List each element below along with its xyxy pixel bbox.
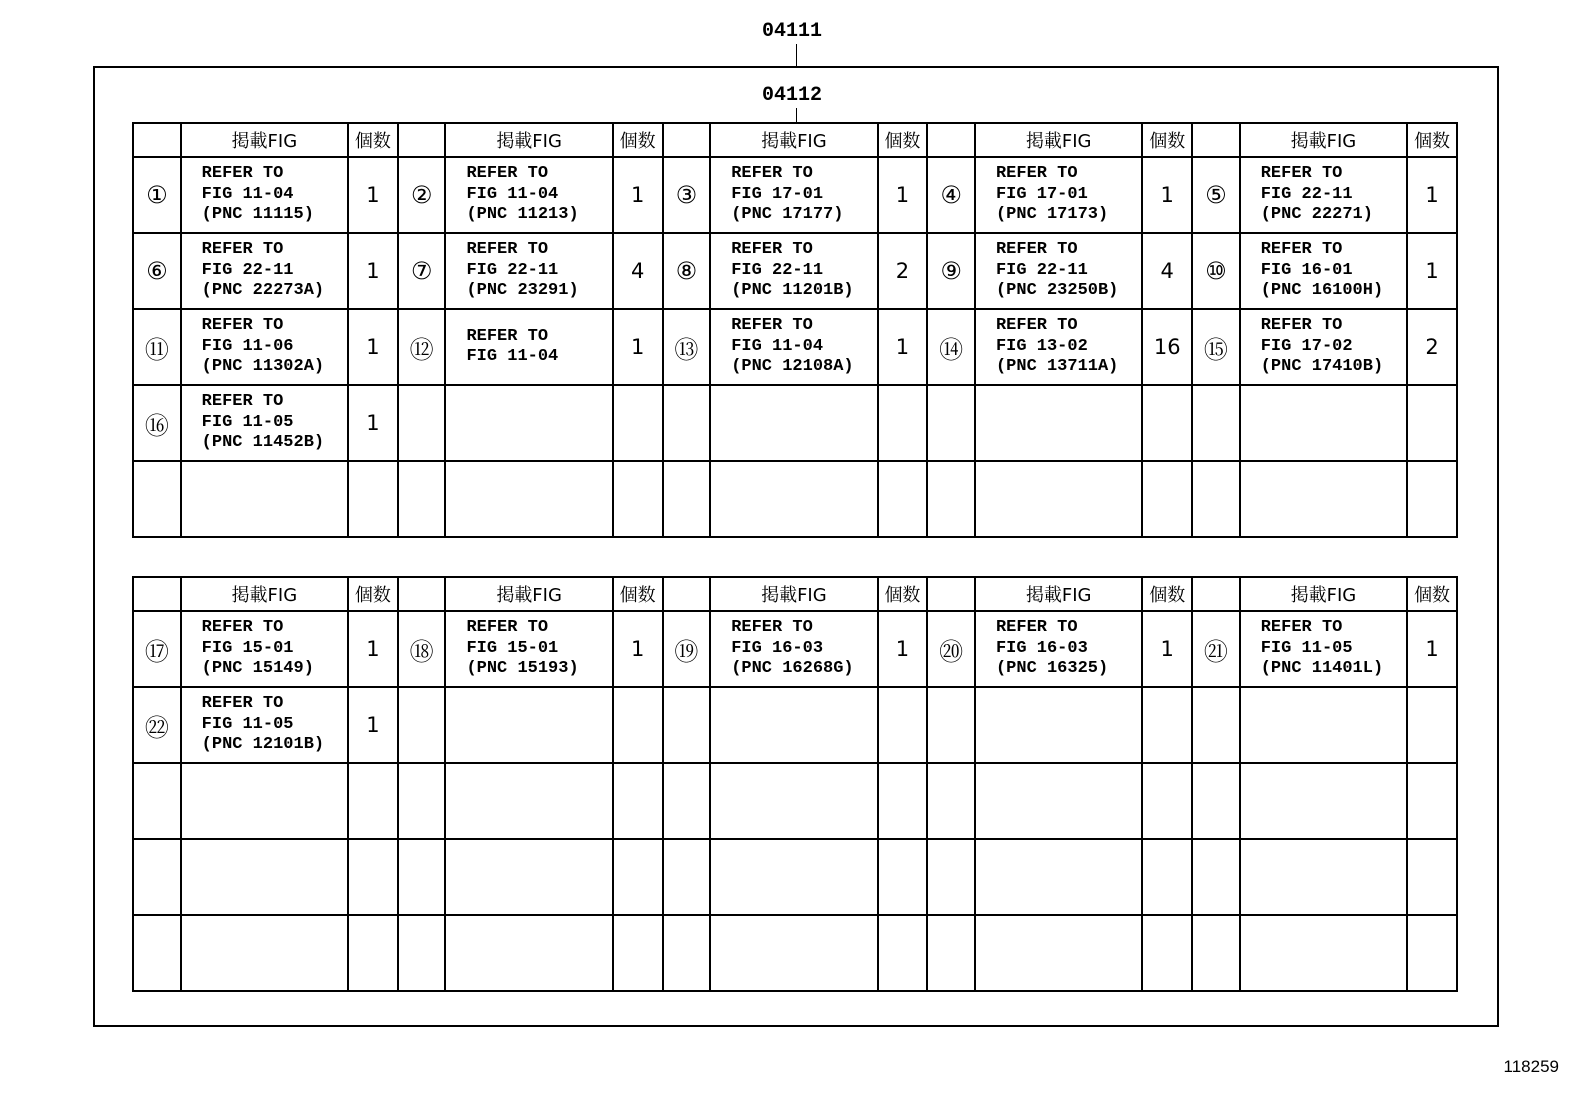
item-number	[1192, 763, 1240, 839]
reference-cell	[975, 385, 1142, 461]
reference-line: (PNC 17177)	[731, 205, 844, 225]
quantity-cell: 4	[1142, 233, 1192, 309]
quantity-cell	[1407, 915, 1457, 991]
item-number	[1192, 461, 1240, 537]
reference-cell	[445, 915, 612, 991]
item-number: ⑰	[133, 611, 181, 687]
item-number	[927, 385, 975, 461]
reference-cell	[1240, 309, 1407, 385]
reference-line: REFER TO	[201, 164, 284, 184]
reference-line: (PNC 12101B)	[201, 735, 325, 755]
reference-cell	[1240, 915, 1407, 991]
header-fig: 掲載FIG	[710, 577, 877, 611]
item-number	[927, 763, 975, 839]
quantity-cell: 1	[348, 309, 398, 385]
header-qty: 個数	[348, 123, 398, 157]
item-number: ⑮	[1192, 309, 1240, 385]
quantity-cell: 1	[613, 309, 663, 385]
quantity-cell	[613, 763, 663, 839]
reference-cell	[975, 611, 1142, 687]
header-blank	[927, 577, 975, 611]
illustration-number: 118259	[1503, 1057, 1559, 1076]
header-blank	[398, 123, 446, 157]
quantity-cell: 1	[1142, 611, 1192, 687]
reference-line: REFER TO	[201, 618, 284, 638]
header-fig: 掲載FIG	[445, 123, 612, 157]
reference-cell	[445, 687, 612, 763]
item-number	[398, 687, 446, 763]
item-number: ⑦	[398, 233, 446, 309]
reference-line: FIG 11-06	[201, 336, 294, 356]
quantity-cell: 1	[878, 157, 928, 233]
quantity-cell	[1142, 461, 1192, 537]
table-row	[133, 309, 1457, 385]
item-number	[663, 687, 711, 763]
reference-cell	[445, 461, 612, 537]
quantity-cell: 1	[348, 611, 398, 687]
quantity-cell	[878, 839, 928, 915]
item-number: ⑧	[663, 233, 711, 309]
reference-line: (PNC 11302A)	[201, 357, 325, 377]
item-number: ⑱	[398, 611, 446, 687]
reference-cell	[975, 839, 1142, 915]
reference-line: REFER TO	[995, 618, 1078, 638]
quantity-cell	[1407, 839, 1457, 915]
item-number	[1192, 687, 1240, 763]
reference-line: REFER TO	[201, 694, 284, 714]
reference-cell	[445, 309, 612, 385]
header-blank	[133, 123, 181, 157]
reference-line: REFER TO	[466, 618, 549, 638]
reference-line: REFER TO	[1260, 316, 1343, 336]
reference-line: FIG 16-03	[995, 638, 1088, 658]
reference-line: REFER TO	[201, 240, 284, 260]
reference-line: (PNC 16268G)	[731, 659, 854, 679]
quantity-cell	[878, 763, 928, 839]
item-number	[398, 915, 446, 991]
quantity-cell: 1	[348, 687, 398, 763]
reference-line: REFER TO	[731, 164, 813, 184]
header-qty: 個数	[613, 123, 663, 157]
item-number: ㉑	[1192, 611, 1240, 687]
item-number	[398, 461, 446, 537]
header-blank	[1192, 577, 1240, 611]
header-fig: 掲載FIG	[445, 577, 612, 611]
item-number: ⑳	[927, 611, 975, 687]
reference-line: FIG 16-03	[731, 638, 824, 658]
quantity-cell: 1	[348, 385, 398, 461]
leader-line-top	[796, 44, 797, 66]
reference-cell	[1240, 385, 1407, 461]
table-row	[133, 611, 1457, 687]
quantity-cell: 1	[1407, 233, 1457, 309]
quantity-cell: 1	[1407, 611, 1457, 687]
reference-line: FIG 11-04	[466, 184, 559, 204]
reference-line: (PNC 15193)	[466, 659, 579, 679]
reference-cell	[710, 309, 877, 385]
reference-cell	[710, 385, 877, 461]
header-fig: 掲載FIG	[975, 577, 1142, 611]
quantity-cell: 1	[348, 233, 398, 309]
quantity-cell	[1142, 915, 1192, 991]
reference-cell	[1240, 461, 1407, 537]
reference-cell	[710, 461, 877, 537]
item-number: ⑲	[663, 611, 711, 687]
header-qty: 個数	[348, 577, 398, 611]
reference-cell	[445, 385, 612, 461]
item-number	[1192, 839, 1240, 915]
item-number: ㉒	[133, 687, 181, 763]
reference-cell	[445, 611, 612, 687]
item-number: ⑪	[133, 309, 181, 385]
reference-cell	[1240, 839, 1407, 915]
reference-cell	[1240, 687, 1407, 763]
item-number: ⑭	[927, 309, 975, 385]
reference-cell	[975, 309, 1142, 385]
parts-table-2	[132, 576, 1458, 992]
reference-cell	[181, 611, 348, 687]
reference-cell	[445, 157, 612, 233]
item-number	[927, 839, 975, 915]
quantity-cell	[1407, 461, 1457, 537]
item-number: ⑩	[1192, 233, 1240, 309]
item-number	[663, 461, 711, 537]
reference-line: FIG 17-02	[1260, 336, 1353, 356]
reference-cell	[710, 233, 877, 309]
reference-cell	[181, 157, 348, 233]
reference-line: REFER TO	[731, 316, 813, 336]
table-row	[133, 233, 1457, 309]
reference-line: (PNC 23250B)	[995, 281, 1119, 301]
reference-cell	[975, 915, 1142, 991]
item-number	[663, 385, 711, 461]
reference-line: FIG 22-11	[201, 260, 294, 280]
item-number	[1192, 385, 1240, 461]
header-blank	[927, 123, 975, 157]
quantity-cell	[613, 461, 663, 537]
quantity-cell: 1	[348, 157, 398, 233]
quantity-cell: 1	[1142, 157, 1192, 233]
reference-cell	[445, 233, 612, 309]
item-number	[927, 461, 975, 537]
header-fig: 掲載FIG	[1240, 577, 1407, 611]
reference-line: REFER TO	[466, 326, 549, 346]
item-number	[133, 763, 181, 839]
reference-line: (PNC 11201B)	[731, 281, 854, 301]
quantity-cell	[348, 839, 398, 915]
item-number	[927, 915, 975, 991]
quantity-cell: 1	[613, 157, 663, 233]
reference-cell	[181, 309, 348, 385]
header-qty: 個数	[1142, 577, 1192, 611]
header-blank	[133, 577, 181, 611]
quantity-cell: 16	[1142, 309, 1192, 385]
reference-line: REFER TO	[995, 316, 1078, 336]
reference-cell	[1240, 157, 1407, 233]
reference-line: (PNC 22273A)	[201, 281, 325, 301]
reference-cell	[710, 157, 877, 233]
reference-line: FIG 11-05	[1260, 638, 1353, 658]
reference-line: REFER TO	[201, 316, 284, 336]
reference-line: REFER TO	[1260, 240, 1343, 260]
reference-line: (PNC 17410B)	[1260, 357, 1384, 377]
reference-cell	[181, 839, 348, 915]
reference-cell	[710, 763, 877, 839]
reference-line: REFER TO	[201, 392, 284, 412]
quantity-cell	[1407, 763, 1457, 839]
quantity-cell	[1407, 385, 1457, 461]
table-row	[133, 839, 1457, 915]
reference-line: (PNC 23291)	[466, 281, 579, 301]
quantity-cell	[1142, 385, 1192, 461]
item-number	[133, 461, 181, 537]
item-number: ②	[398, 157, 446, 233]
assembly-code-sub: 04112	[761, 84, 822, 107]
reference-line: (PNC 13711A)	[995, 357, 1119, 377]
reference-line: REFER TO	[995, 240, 1078, 260]
reference-cell	[1240, 611, 1407, 687]
reference-line: (PNC 11115)	[201, 205, 314, 225]
quantity-cell	[348, 915, 398, 991]
quantity-cell: 4	[613, 233, 663, 309]
header-blank	[398, 577, 446, 611]
quantity-cell	[613, 687, 663, 763]
table-row	[133, 915, 1457, 991]
reference-cell	[445, 763, 612, 839]
quantity-cell	[348, 763, 398, 839]
quantity-cell: 1	[878, 309, 928, 385]
reference-line: FIG 11-04	[731, 336, 824, 356]
reference-cell	[181, 687, 348, 763]
quantity-cell	[1407, 687, 1457, 763]
header-qty: 個数	[878, 123, 928, 157]
quantity-cell	[878, 687, 928, 763]
item-number: ①	[133, 157, 181, 233]
quantity-cell: 2	[1407, 309, 1457, 385]
table-row	[133, 157, 1457, 233]
reference-line: REFER TO	[1260, 618, 1343, 638]
quantity-cell	[1142, 687, 1192, 763]
parts-table-1	[132, 122, 1458, 538]
item-number: ④	[927, 157, 975, 233]
reference-cell	[710, 915, 877, 991]
reference-line: (PNC 16100H)	[1260, 281, 1384, 301]
reference-line: (PNC 11401L)	[1260, 659, 1384, 679]
header-fig: 掲載FIG	[181, 577, 348, 611]
item-number	[663, 763, 711, 839]
reference-cell	[181, 461, 348, 537]
header-fig: 掲載FIG	[975, 123, 1142, 157]
header-qty: 個数	[878, 577, 928, 611]
table-row	[133, 461, 1457, 537]
item-number: ⑯	[133, 385, 181, 461]
reference-line: FIG 15-01	[466, 638, 559, 658]
reference-line: REFER TO	[466, 240, 549, 260]
item-number: ⑬	[663, 309, 711, 385]
reference-line: FIG 16-01	[1260, 260, 1353, 280]
reference-cell	[181, 915, 348, 991]
reference-line: REFER TO	[995, 164, 1078, 184]
table-row	[133, 687, 1457, 763]
reference-line: FIG 22-11	[995, 260, 1088, 280]
reference-cell	[181, 233, 348, 309]
header-qty: 個数	[1407, 123, 1457, 157]
reference-cell	[181, 763, 348, 839]
reference-line: FIG 13-02	[995, 336, 1088, 356]
header-qty: 個数	[1142, 123, 1192, 157]
reference-line: FIG 11-05	[201, 714, 294, 734]
reference-line: (PNC 11213)	[466, 205, 579, 225]
reference-line: FIG 11-04	[466, 347, 559, 366]
item-number	[133, 915, 181, 991]
reference-line: (PNC 12108A)	[731, 357, 854, 377]
quantity-cell: 2	[878, 233, 928, 309]
header-qty: 個数	[1407, 577, 1457, 611]
reference-line: REFER TO	[1260, 164, 1343, 184]
quantity-cell: 1	[878, 611, 928, 687]
reference-line: REFER TO	[731, 618, 813, 638]
reference-cell	[181, 385, 348, 461]
reference-line: FIG 22-11	[1260, 184, 1353, 204]
item-number: ⑥	[133, 233, 181, 309]
reference-cell	[975, 687, 1142, 763]
quantity-cell: 1	[613, 611, 663, 687]
reference-line: (PNC 15149)	[201, 659, 314, 679]
item-number	[663, 915, 711, 991]
reference-line: REFER TO	[466, 164, 549, 184]
item-number: ⑤	[1192, 157, 1240, 233]
quantity-cell	[1142, 763, 1192, 839]
item-number	[927, 687, 975, 763]
reference-line: (PNC 22271)	[1260, 205, 1373, 225]
quantity-cell	[613, 385, 663, 461]
reference-cell	[445, 839, 612, 915]
reference-line: FIG 22-11	[466, 260, 559, 280]
item-number	[398, 839, 446, 915]
quantity-cell	[878, 461, 928, 537]
leader-line-sub	[796, 108, 797, 122]
reference-cell	[1240, 763, 1407, 839]
table-row	[133, 385, 1457, 461]
reference-line: FIG 17-01	[731, 184, 824, 204]
assembly-code-top: 04111	[761, 20, 822, 43]
table-row	[133, 763, 1457, 839]
header-blank	[663, 577, 711, 611]
reference-cell	[975, 233, 1142, 309]
header-qty: 個数	[613, 577, 663, 611]
quantity-cell	[878, 385, 928, 461]
reference-cell	[1240, 233, 1407, 309]
reference-line: FIG 17-01	[995, 184, 1088, 204]
header-fig: 掲載FIG	[710, 123, 877, 157]
reference-line: (PNC 11452B)	[201, 433, 325, 453]
quantity-cell	[1142, 839, 1192, 915]
header-blank	[1192, 123, 1240, 157]
item-number	[398, 385, 446, 461]
quantity-cell	[613, 915, 663, 991]
quantity-cell	[348, 461, 398, 537]
quantity-cell	[878, 915, 928, 991]
reference-line: (PNC 17173)	[995, 205, 1109, 225]
header-fig: 掲載FIG	[1240, 123, 1407, 157]
header-fig: 掲載FIG	[181, 123, 348, 157]
reference-cell	[975, 157, 1142, 233]
reference-cell	[710, 839, 877, 915]
item-number	[663, 839, 711, 915]
reference-cell	[710, 687, 877, 763]
item-number	[398, 763, 446, 839]
item-number	[1192, 915, 1240, 991]
reference-line: FIG 11-05	[201, 412, 294, 432]
header-blank	[663, 123, 711, 157]
item-number: ③	[663, 157, 711, 233]
reference-cell	[975, 461, 1142, 537]
item-number: ⑨	[927, 233, 975, 309]
reference-line: (PNC 16325)	[995, 659, 1109, 679]
item-number: ⑫	[398, 309, 446, 385]
quantity-cell: 1	[1407, 157, 1457, 233]
reference-line: FIG 15-01	[201, 638, 294, 658]
item-number	[133, 839, 181, 915]
reference-line: FIG 11-04	[201, 184, 294, 204]
reference-cell	[710, 611, 877, 687]
reference-line: FIG 22-11	[731, 260, 824, 280]
reference-cell	[975, 763, 1142, 839]
quantity-cell	[613, 839, 663, 915]
reference-line: REFER TO	[731, 240, 813, 260]
